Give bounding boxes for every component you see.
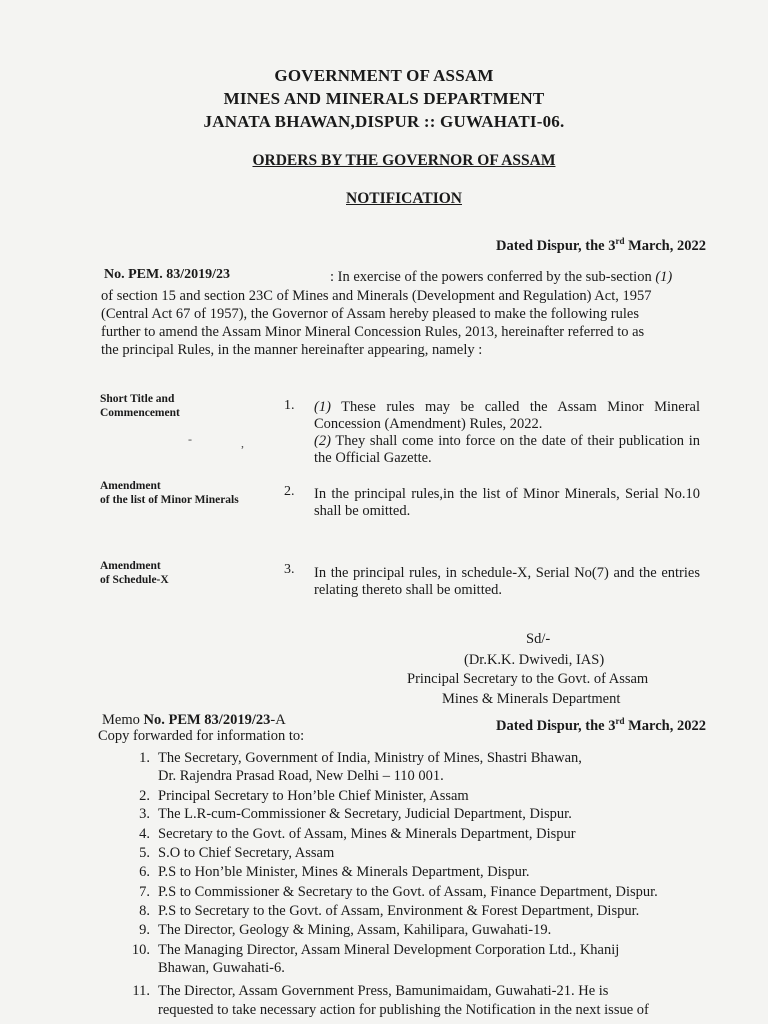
rule-1-text <box>314 399 700 467</box>
intro-line-2: of section 15 and section 23C of Mines and Minerals (Development and Regulation) Act, 1957 <box>101 288 652 304</box>
header-department: MINES AND MINERALS DEPARTMENT <box>223 89 545 108</box>
rule-1-number: 1. <box>284 398 295 413</box>
orders-title: ORDERS BY THE GOVERNOR OF ASSAM <box>252 152 556 169</box>
header-government: GOVERNMENT OF ASSAM <box>274 66 494 85</box>
rule-2-text: In the principal rules,in the list of Minor Minerals, Serial No.10 shall be omitted. <box>314 486 700 519</box>
rule-1-para-1: (1) These rules may be called the Assam Minor Mineral Concession (Amendment) Rules, 2022. <box>314 399 700 432</box>
memo-number: Memo No. PEM 83/2019/23-A <box>102 712 286 728</box>
intro-line-5: the principal Rules, in the manner hereinafter appearing, namely : <box>101 342 483 358</box>
signatory-title: Principal Secretary to the Govt. of Assam <box>407 671 649 687</box>
rule-2-number: 2. <box>284 484 295 499</box>
document-page: GOVERNMENT OF ASSAM MINES AND MINERALS DEPARTMENT JANATA BHAWAN,DISPUR :: GUWAHATI-06. ORDERS BY THE GOVERNOR OF ASSAM NOTIFICATION Dated Dispur, the 3rd March, 2022 No. PEM. 83/2019/23 : In exercise of the powers conferred by the sub-section (1) of section 15 and section 23C of Mines and Minerals (Development and Regulation) Act, 1957 (Central Act 67 of 1957), the Governor of Assam hereby pleased to make the following rules further to amend the Assam Minor Mineral Concession Rules, 2013, hereinafter referred to as the principal Rules, in the manner hereinafter appearing, namely : Short Title and Commencement 1. (1) These rules may be called the Assam Minor Mineral Concession (Amendment) Rules, 2022. (2) They shall come into force on the date of their publication in the Official Gazette. - , Amendment of the list of Minor Minerals 2. In the principal rules,in the list of Minor Minerals, Serial No.10 shall be omitted. Amendment of Schedule-X 3. In the principal rules, in schedule-X, Serial No(7) and the entries relating thereto shall be omitted. Sd/- (Dr.K.K. Dwivedi, IAS) Principal Secretary to the Govt. of Assam Mines & Minerals Department Memo No. PEM 83/2019/23-A Dated Dispur, the 3rd March, 2022 Copy forwarded for information to: 1. The Secretary, Government of India, Ministry of Mines, Shastri Bhawan, Dr. Rajendra Prasad Road, New Delhi – 110 001. 2. Principal Secretary to Hon’ble Chief Minister, Assam 3. The L.R-cum-Commissioner & Secretary, Judicial Department, Dispur. 4. Secretary to the Govt. of Assam, Mines & Minerals Department, Dispur 5. S.O to Chief Secretary, Assam 6. P.S to Hon’ble Minister, Mines & Minerals Department, Dispur. 7. P.S to Commissioner & Secretary to the Govt. of Assam, Finance Department, Dispur. 8. P.S to Secretary to the Govt. of Assam, Environment & Forest Department, Dispur. 9. The Director, Geology & Mining, Assam, Kahilipara, Guwahati-19. 10. The Managing Director, Assam Mineral Development Corporation Ltd., Khanij Bhawan, Guwahati-6. 11. The Director, Assam Government Press, Bamunimaidam, Guwahati-21. He is requested to take necessary action for publishing the Notification in the next issue of <box>0 0 768 1024</box>
signatory-name: (Dr.K.K. Dwivedi, IAS) <box>464 652 605 668</box>
memo-date: Dated Dispur, the 3rd March, 2022 <box>495 716 706 734</box>
rule-2-label: Amendment of the list of Minor Minerals <box>100 480 239 506</box>
notification-date: Dated Dispur, the 3rd March, 2022 <box>495 236 706 254</box>
signature-sd: Sd/- <box>526 631 551 647</box>
intro-line-3: (Central Act 67 of 1957), the Governor of Assam hereby pleased to make the following rules <box>101 306 639 322</box>
header-address: JANATA BHAWAN,DISPUR :: GUWAHATI-06. <box>203 112 565 131</box>
rule-3-label: Amendment of Schedule-X <box>100 560 169 586</box>
rule-1-label: Short Title and Commencement <box>100 393 180 419</box>
reference-number: No. PEM. 83/2019/23 <box>104 267 230 282</box>
rule-3-number: 3. <box>284 562 295 577</box>
scan-mark: , <box>241 436 244 450</box>
intro-line-4: further to amend the Assam Minor Mineral Concession Rules, 2013, hereinafter referred to as <box>101 324 645 340</box>
signatory-department: Mines & Minerals Department <box>442 691 621 707</box>
rule-1-para-2: (2) They shall come into force on the date of their publication in the Official Gazette. <box>314 433 700 466</box>
rule-3-text: In the principal rules, in schedule-X, Serial No(7) and the entries relating thereto shall be omitted. <box>314 565 700 598</box>
notification-title: NOTIFICATION <box>346 190 462 207</box>
intro-line-1: : In exercise of the powers conferred by the sub-section (1) <box>330 269 673 285</box>
copy-forwarded-line: Copy forwarded for information to: <box>98 728 305 744</box>
scan-mark: - <box>188 432 192 446</box>
